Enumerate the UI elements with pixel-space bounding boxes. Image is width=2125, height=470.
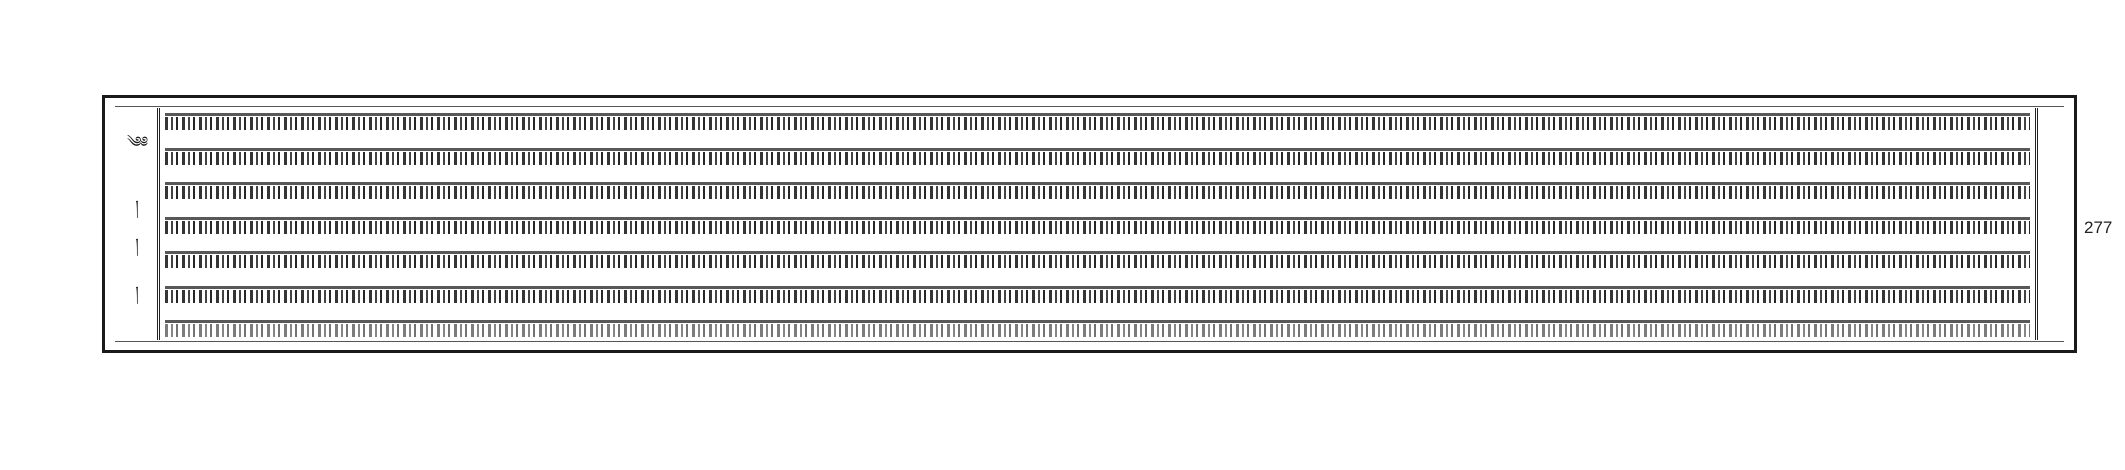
margin-mark-2: ། <box>135 197 139 215</box>
page-number: 277 <box>2084 218 2113 237</box>
text-line-2 <box>165 141 2030 175</box>
text-line-1 <box>165 106 2030 140</box>
margin-mark-3: ། <box>135 235 139 253</box>
right-margin <box>2035 108 2064 340</box>
manuscript-folio <box>102 95 2077 353</box>
left-margin <box>117 108 160 340</box>
text-line-6 <box>165 279 2030 313</box>
text-line-7 <box>165 313 2030 347</box>
margin-mark-4: ། <box>135 283 139 301</box>
text-line-3 <box>165 175 2030 209</box>
text-lines <box>165 106 2030 342</box>
text-line-5 <box>165 244 2030 278</box>
margin-mark-1: ༄༅ <box>127 133 148 151</box>
text-line-4 <box>165 210 2030 244</box>
